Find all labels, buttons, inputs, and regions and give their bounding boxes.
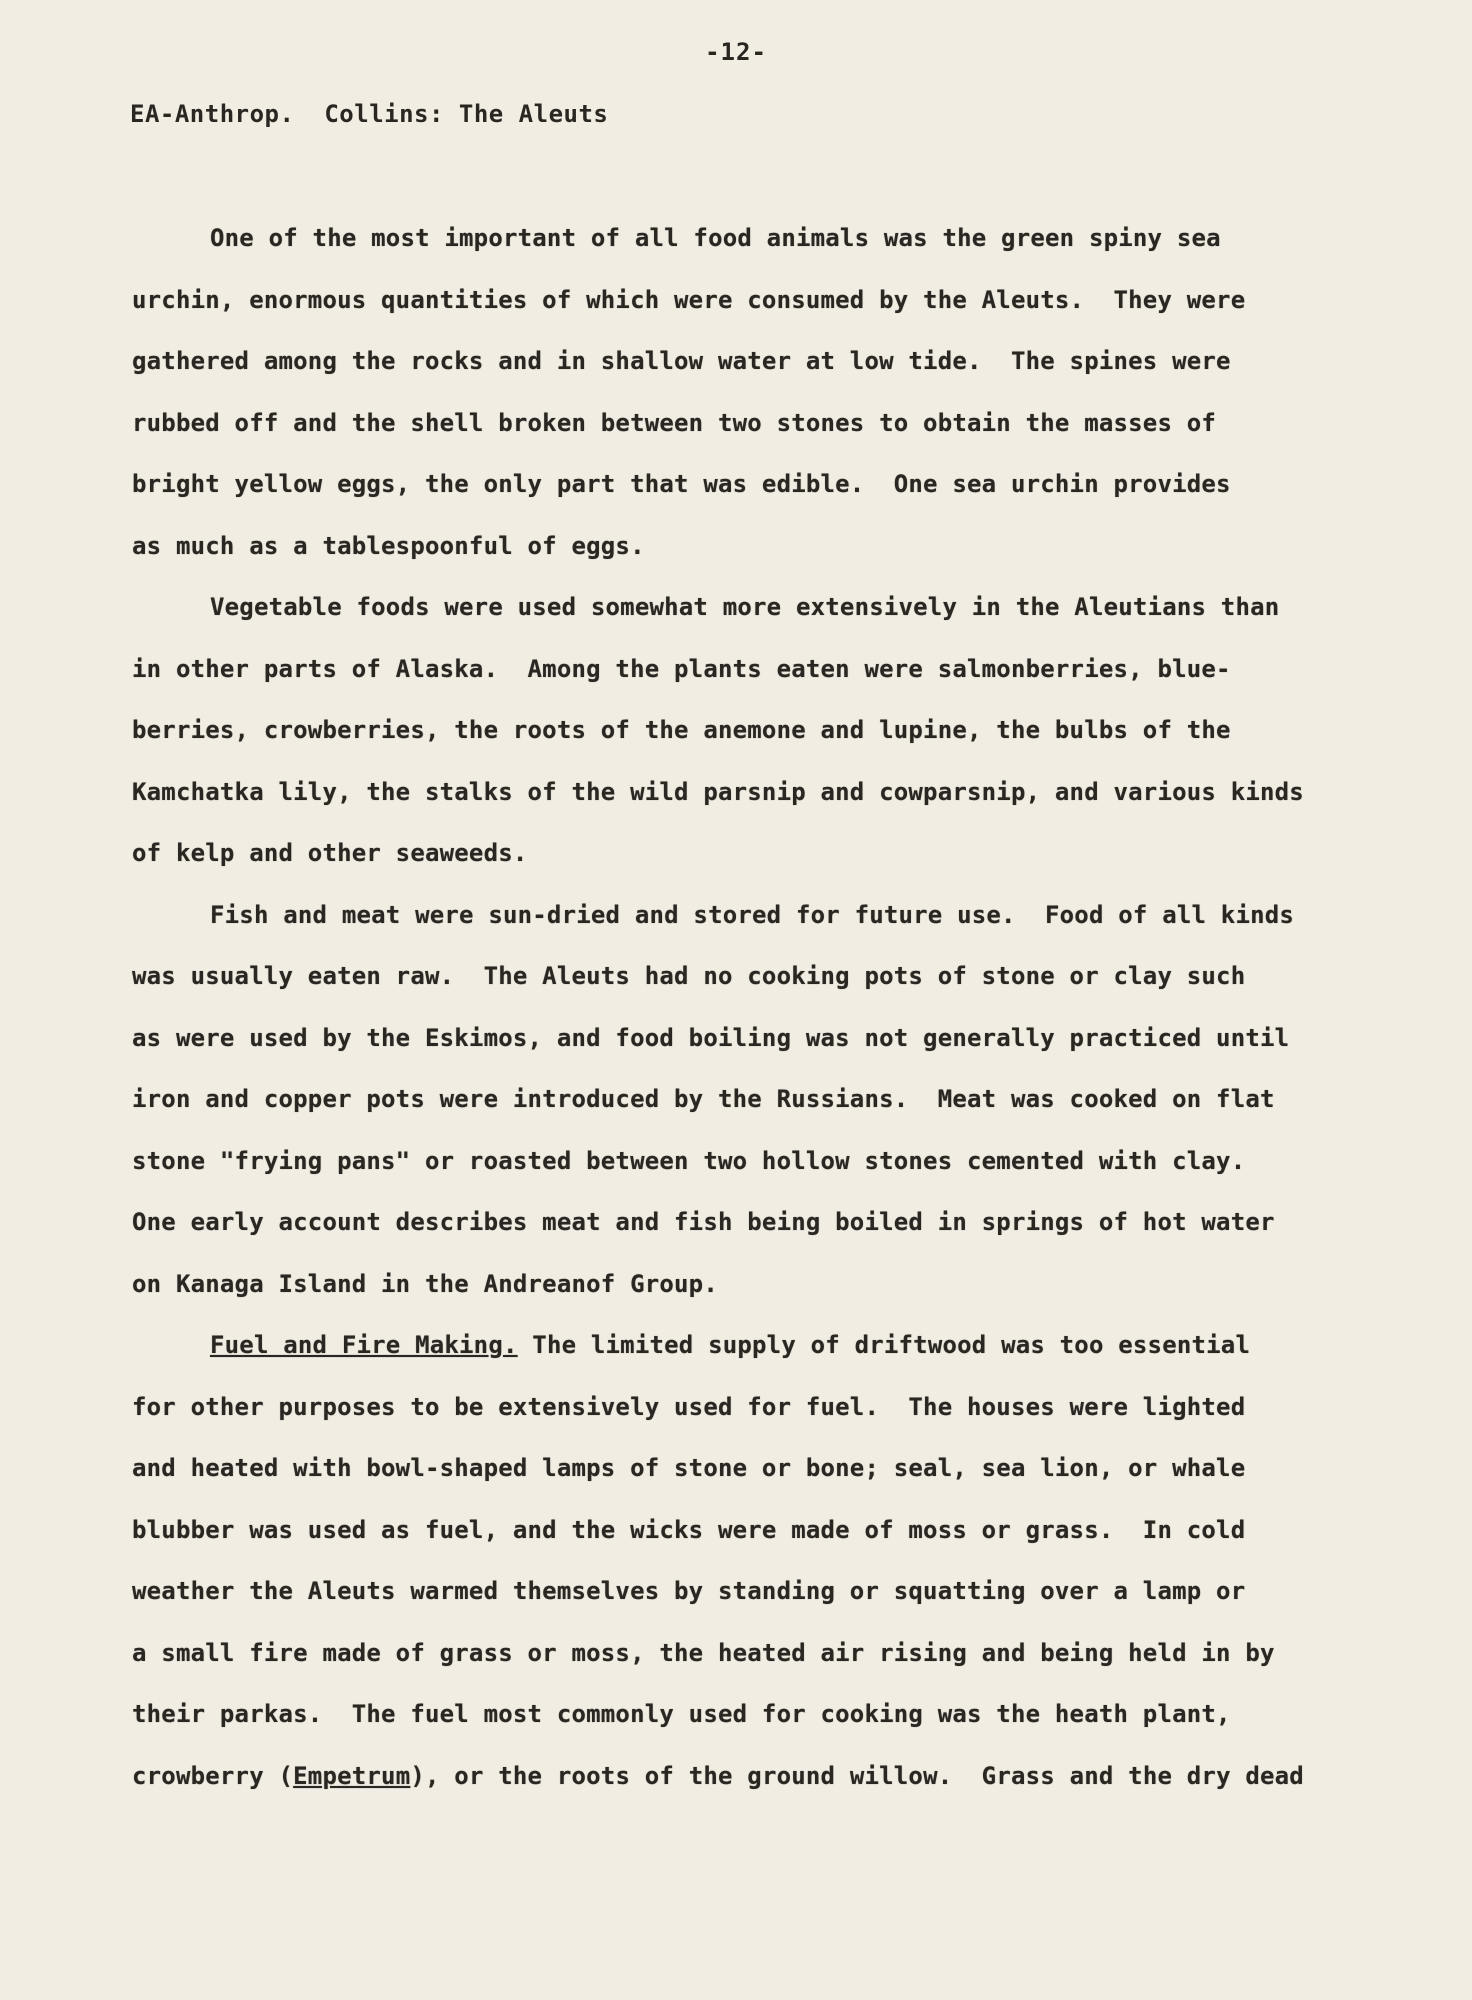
text-span: crowberry (	[132, 1761, 294, 1790]
text-line: as much as a tablespoonful of eggs.	[132, 531, 645, 560]
text-span: ), or the roots of the ground willow. Grass and the dry dead	[410, 1761, 1304, 1790]
scientific-name: Empetrum	[293, 1761, 411, 1790]
text-line: of kelp and other seaweeds.	[132, 839, 528, 867]
paragraph	[132, 1325, 1372, 1817]
text-line	[132, 1325, 1372, 1387]
paragraph	[132, 895, 1372, 1326]
text-line: bright yellow eggs, the only part that was edible. One sea urchin provides	[132, 470, 1231, 498]
text-line: as were used by the Eskimos, and food boiling was not generally practiced until	[132, 1023, 1290, 1052]
paragraph	[132, 218, 1372, 587]
text-line: and heated with bowl-shaped lamps of stone or bone; seal, sea lion, or whale	[132, 1454, 1246, 1482]
text-line: a small fire made of grass or moss, the heated air rising and being held in by	[132, 1638, 1275, 1667]
text-line: gathered among the rocks and in shallow water at low tide. The spines were	[132, 347, 1231, 375]
page-number: -12-	[705, 38, 767, 66]
text-line: for other purposes to be extensively used for fuel. The houses were lighted	[132, 1392, 1246, 1421]
text-line: rubbed off and the shell broken between two stones to obtain the masses of	[132, 408, 1217, 437]
text-line: on Kanaga Island in the Andreanof Group.	[132, 1269, 718, 1298]
text-span: The limited supply of driftwood was too essential	[517, 1331, 1251, 1359]
text-line: One early account describes meat and fish being boiled in springs of hot water	[132, 1208, 1275, 1236]
text-line	[132, 1756, 1372, 1818]
text-line: berries, crowberries, the roots of the anemone and lupine, the bulbs of the	[132, 716, 1231, 744]
text-line: One of the most important of all food animals was the green spiny sea	[210, 224, 1221, 252]
text-line: urchin, enormous quantities of which were consumed by the Aleuts. They were	[132, 285, 1246, 314]
text-line: was usually eaten raw. The Aleuts had no cooking pots of stone or clay such	[132, 962, 1246, 990]
document-header: EA-Anthrop. Collins: The Aleuts	[130, 100, 609, 128]
body-text	[132, 218, 1372, 1817]
text-line: Kamchatka lily, the stalks of the wild parsnip and cowparsnip, and various kinds	[132, 777, 1304, 806]
text-line: Vegetable foods were used somewhat more extensively in the Aleutians than	[210, 593, 1280, 621]
text-line: blubber was used as fuel, and the wicks were made of moss or grass. In cold	[132, 1515, 1246, 1544]
paragraph	[132, 587, 1372, 895]
section-heading: Fuel and Fire Making.	[210, 1331, 518, 1359]
text-line: Fish and meat were sun-dried and stored for future use. Food of all kinds	[210, 900, 1295, 929]
text-line: their parkas. The fuel most commonly used for cooking was the heath plant,	[132, 1700, 1231, 1728]
text-line: in other parts of Alaska. Among the plants eaten were salmonberries, blue-	[132, 654, 1231, 683]
text-line: iron and copper pots were introduced by the Russians. Meat was cooked on flat	[132, 1085, 1275, 1113]
text-line: weather the Aleuts warmed themselves by standing or squatting over a lamp or	[132, 1577, 1246, 1605]
text-line: stone "frying pans" or roasted between two hollow stones cemented with clay.	[132, 1146, 1246, 1175]
